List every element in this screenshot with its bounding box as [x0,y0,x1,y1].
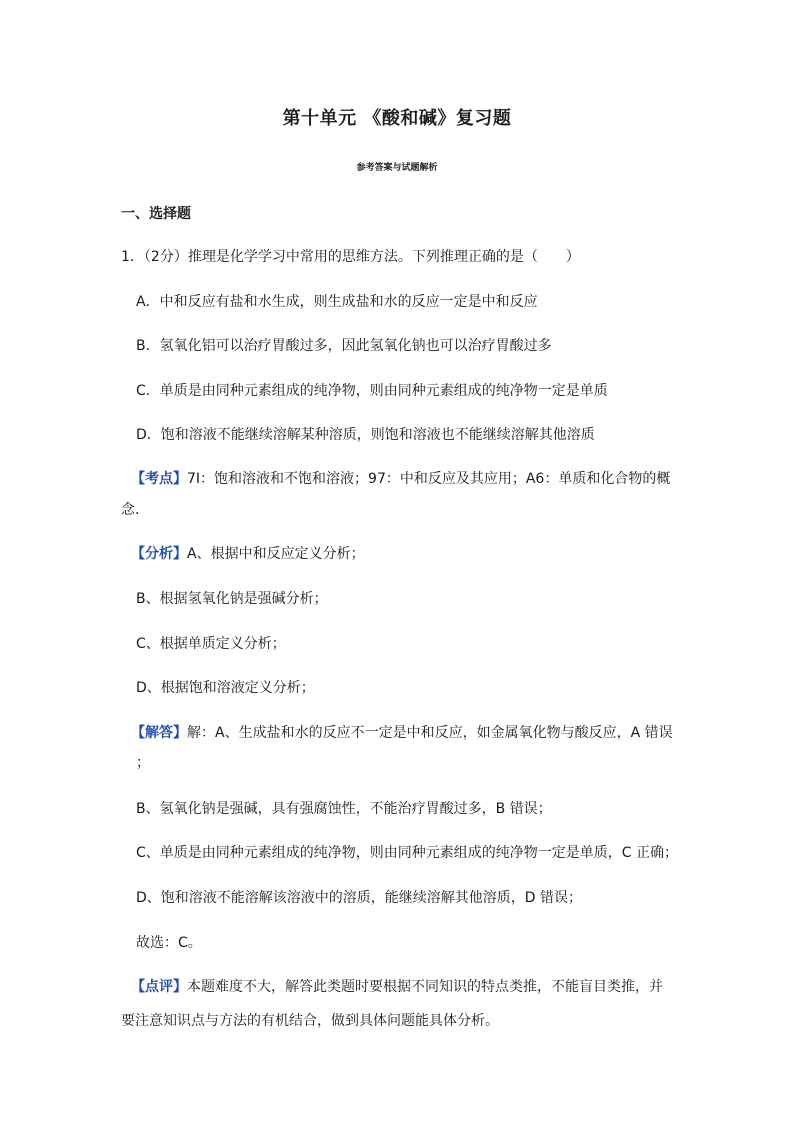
kaodian-line-2: 念． [121,502,149,518]
jieda-line-wrap: ； [136,755,150,771]
fenxi-line-4: D、根据饱和溶液定义分析； [136,680,315,696]
dianping-line-2: 要注意知识点与方法的有机结合，做到具体问题能具体分析。 [121,1013,499,1029]
jieda-tag: 【解答】 [131,725,187,741]
option-b: B．氢氧化铝可以治疗胃酸过多，因此氢氧化钠也可以治疗胃酸过多 [136,338,552,354]
fenxi-text: A、根据中和反应定义分析； [187,546,365,562]
jieda-line [131,723,673,743]
kaodian-text: 7I：饱和溶液和不饱和溶液；97：中和反应及其应用；A6：单质和化合物的概 [187,471,671,487]
option-a: A．中和反应有盐和水生成，则生成盐和水的反应一定是中和反应 [136,294,538,310]
section-heading: 一、选择题 [121,206,191,222]
jieda-line-3: C、单质是由同种元素组成的纯净物，则由同种元素组成的纯净物一定是单质，C 正确； [136,845,678,861]
fenxi-tag: 【分析】 [131,546,187,562]
kaodian-tag: 【考点】 [131,471,187,487]
page-title: 第十单元 《酸和碱》复习题 [282,108,512,129]
dianping-text: 本题难度不大，解答此类题时要根据不同知识的特点类推，不能盲目类推，并 [187,979,663,995]
jieda-line-2: B、氢氧化钠是强碱，具有强腐蚀性，不能治疗胃酸过多，B 错误； [136,801,552,817]
kaodian-line [131,469,670,489]
dianping-line [131,977,663,997]
question-stem: 1．（2分）推理是化学学习中常用的思维方法。下列推理正确的是（ ） [121,249,580,265]
option-c: C．单质是由同种元素组成的纯净物，则由同种元素组成的纯净物一定是单质 [136,383,608,399]
fenxi-line [131,544,365,564]
dianping-tag: 【点评】 [131,979,187,995]
option-d: D．饱和溶液不能继续溶解某种溶质，则饱和溶液也不能继续溶解其他溶质 [136,427,595,443]
fenxi-line-2: B、根据氢氧化钠是强碱分析； [136,591,328,607]
fenxi-line-3: C、根据单质定义分析； [136,636,286,652]
jieda-line-4: D、饱和溶液不能溶解该溶液中的溶质，能继续溶解其他溶质，D 错误； [136,890,583,906]
answer-line: 故选：C。 [136,935,202,951]
page-subtitle: 参考答案与试题解析 [356,163,438,173]
jieda-text: 解：A、生成盐和水的反应不一定是中和反应，如金属氧化物与酸反应，A 错误 [187,725,673,741]
